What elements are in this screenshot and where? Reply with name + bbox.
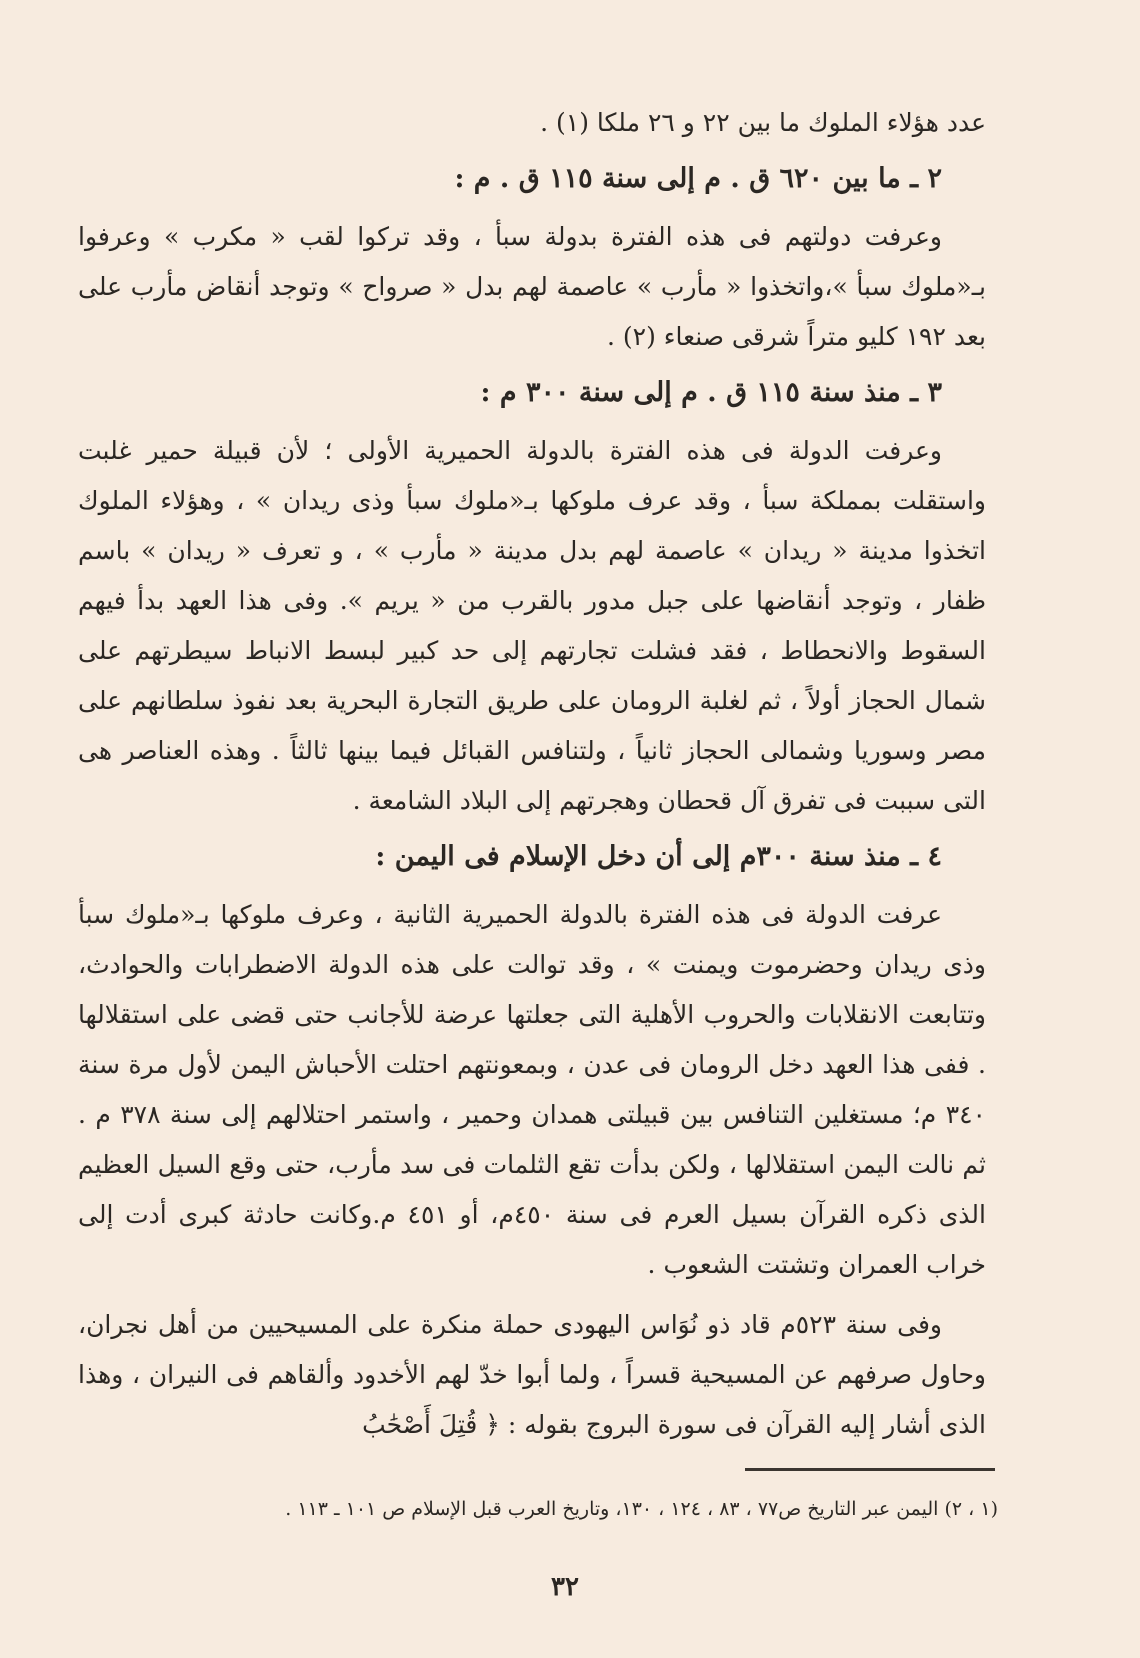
paragraph-section-2: وعرفت دولتهم فى هذه الفترة بدولة سبأ ، وقد تركوا لقب « مكرب » وعرفوا بـ«ملوك سبأ »،واتخذوا « مأرب » عاصمة لهم بدل « صرواح » وتوجد أنقاض مأرب على بعد ١٩٢ كليو متراً شرقى صنعاء (٢) . <box>78 222 986 351</box>
page-body <box>78 98 986 1450</box>
paragraph-gap <box>78 1290 986 1300</box>
paragraph-section-4: عرفت الدولة فى هذه الفترة بالدولة الحميرية الثانية ، وعرف ملوكها بـ«ملوك سبأ وذى ريدان وحضرموت ويمنت » ، وقد توالت على هذه الدولة الاضطرابات والحوادث، وتتابعت الانقلابات والحروب الأهلية التى جعلتها عرضة للأجانب حتى قضى على استقلالها . ففى هذا العهد دخل الرومان فى عدن ، وبمعونتهم احتلت الأحباش اليمن لأول مرة سنة ٣٤٠ م؛ مستغلين التنافس بين قبيلتى همدان وحمير ، واستمر احتلالهم إلى سنة ٣٧٨ م . ثم نالت اليمن استقلالها ، ولكن بدأت تقع الثلمات فى سد مأرب، حتى وقع السيل العظيم الذى ذكره القرآن بسيل العرم فى سنة ٤٥٠م، أو ٤٥١ م.وكانت حادثة كبرى أدت إلى خراب العمران وتشتت الشعوب . <box>78 900 986 1279</box>
footnote-divider <box>745 1468 995 1471</box>
paragraph-section-3: وعرفت الدولة فى هذه الفترة بالدولة الحميرية الأولى ؛ لأن قبيلة حمير غلبت واستقلت بمملكة سبأ ، وقد عرف ملوكها بـ«ملوك سبأ وذى ريدان » ، وهؤلاء الملوك اتخذوا مدينة « ريدان » عاصمة لهم بدل مدينة « مأرب » ، و تعرف « ريدان » باسم ظفار ، وتوجد أنقاضها على جبل مدور بالقرب من « يريم ». وفى هذا العهد بدأ فيهم السقوط والانحطاط ، فقد فشلت تجارتهم إلى حد كبير لبسط الانباط سيطرتهم على شمال الحجاز أولاً ، ثم لغلبة الرومان على طريق التجارة البحرية بعد نفوذ سلطانهم على مصر وسوريا وشمالى الحجاز ثانياً ، ولتنافس القبائل فيما بينها ثالثاً . وهذه العناصر هى التى سببت فى تفرق آل قحطان وهجرتهم إلى البلاد الشامعة . <box>78 436 986 815</box>
footnote: (١ ، ٢) اليمن عبر التاريخ ص٧٧ ، ٨٣ ، ١٢٤ ، ١٣٠، وتاريخ العرب قبل الإسلام ص ١٠١ ـ ١١٣ . <box>285 1498 998 1520</box>
page-number: ٣٢ <box>551 1572 579 1602</box>
section-heading-3: ٣ ـ منذ سنة ١١٥ ق . م إلى سنة ٣٠٠ م : <box>480 377 942 408</box>
section-heading-2: ٢ ـ ما بين ٦٢٠ ق . م إلى سنة ١١٥ ق . م : <box>454 163 942 194</box>
paragraph-intro: عدد هؤلاء الملوك ما بين ٢٢ و ٢٦ ملكا (١) . <box>540 108 986 137</box>
paragraph-dhu-nuwas: وفى سنة ٥٢٣م قاد ذو نُوَاس اليهودى حملة منكرة على المسيحيين من أهل نجران، وحاول صرفهم عن المسيحية قسراً ، ولما أبوا خدّ لهم الأخدود وألقاهم فى النيران ، وهذا الذى أشار إليه القرآن فى سورة البروج بقوله : ﴿ قُتِلَ أَصْحَٰبُ <box>78 1310 986 1439</box>
section-heading-4: ٤ ـ منذ سنة ٣٠٠م إلى أن دخل الإسلام فى اليمن : <box>375 841 942 872</box>
